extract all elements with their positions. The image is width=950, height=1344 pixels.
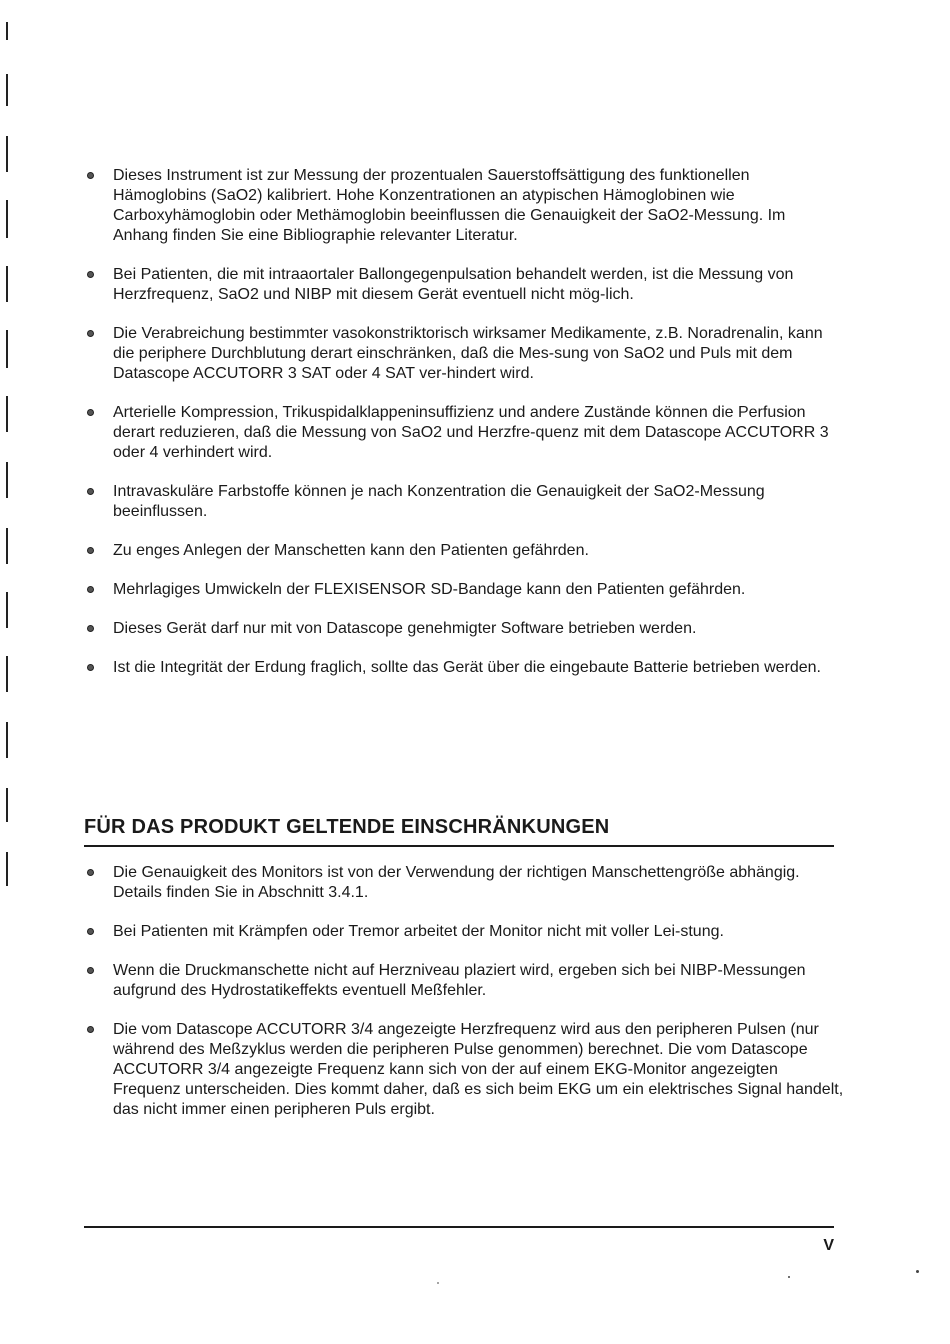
binding-mark [6, 722, 8, 758]
binding-mark [6, 528, 8, 564]
bullet-icon [87, 330, 94, 337]
list-item [84, 403, 844, 463]
list-item-text: Dieses Instrument ist zur Messung der prozentualen Sauerstoffsättigung des funktionellen Hämoglobins (SaO2) kalibriert. Hohe Konzentrationen an atypischen Hämoglobinen wie Carboxyhämoglobin oder Methämoglobin beeinflussen die Genauigkeit der SaO2-Messung. Im Anhang finden Sie eine Bibliographie relevanter Literatur. [113, 167, 786, 244]
binding-mark [6, 74, 8, 106]
list-item [84, 922, 844, 942]
binding-mark [6, 852, 8, 886]
binding-mark [6, 656, 8, 692]
bullet-icon [87, 664, 94, 671]
bullet-icon [87, 172, 94, 179]
list-item-text: Bei Patienten, die mit intraaortaler Ballongegenpulsation behandelt werden, ist die Messung von Herzfrequenz, SaO2 und NIBP mit diesem Gerät eventuell nicht mög-lich. [113, 266, 794, 303]
binding-mark [6, 266, 8, 302]
page-number: V [823, 1237, 834, 1254]
list-item-text: Intravaskuläre Farbstoffe können je nach Konzentration die Genauigkeit der SaO2-Messung beeinflussen. [113, 483, 765, 520]
binding-mark [6, 22, 8, 40]
list-item [84, 265, 844, 305]
binding-mark [6, 200, 8, 238]
list-item [84, 324, 844, 384]
binding-mark [6, 330, 8, 368]
list-item [84, 961, 844, 1001]
bullet-icon [87, 488, 94, 495]
binding-mark [6, 462, 8, 498]
restrictions-list [84, 863, 844, 1139]
bullet-icon [87, 869, 94, 876]
bullet-icon [87, 547, 94, 554]
list-item-text: Die Genauigkeit des Monitors ist von der Verwendung der richtigen Manschettengröße abhängig. Details finden Sie in Abschnitt 3.4.1. [113, 864, 800, 901]
list-item [84, 580, 844, 600]
list-item-text: Mehrlagiges Umwickeln der FLEXISENSOR SD-Bandage kann den Patienten gefährden. [113, 581, 746, 598]
binding-mark [6, 136, 8, 172]
scan-speck [788, 1276, 790, 1278]
list-item [84, 166, 844, 246]
section-heading: FÜR DAS PRODUKT GELTENDE EINSCHRÄNKUNGEN [84, 816, 834, 847]
bullet-icon [87, 625, 94, 632]
bullet-icon [87, 928, 94, 935]
list-item-text: Wenn die Druckmanschette nicht auf Herzniveau plaziert wird, ergeben sich bei NIBP-Messungen aufgrund des Hydrostatikeffekts eventuell Meßfehler. [113, 962, 806, 999]
bullet-icon [87, 271, 94, 278]
binding-mark [6, 396, 8, 432]
binding-mark [6, 592, 8, 628]
scan-speck [916, 1270, 919, 1273]
list-item [84, 658, 844, 678]
list-item-text: Bei Patienten mit Krämpfen oder Tremor arbeitet der Monitor nicht mit voller Lei-stung. [113, 923, 724, 940]
binding-mark [6, 788, 8, 822]
list-item [84, 863, 844, 903]
list-item [84, 1020, 844, 1120]
list-item-text: Die Verabreichung bestimmter vasokonstriktorisch wirksamer Medikamente, z.B. Noradrenalin, kann die periphere Durchblutung derart einschränken, daß die Mes-sung von SaO2 und Puls mit dem Datascope ACCUTORR 3 SAT oder 4 SAT ver-hindert wird. [113, 325, 823, 382]
list-item-text: Dieses Gerät darf nur mit von Datascope genehmigter Software betrieben werden. [113, 620, 697, 637]
list-item-text: Ist die Integrität der Erdung fraglich, sollte das Gerät über die eingebaute Batterie betrieben werden. [113, 659, 821, 676]
bullet-icon [87, 967, 94, 974]
bullet-icon [87, 1026, 94, 1033]
bullet-icon [87, 586, 94, 593]
list-item-text: Zu enges Anlegen der Manschetten kann den Patienten gefährden. [113, 542, 589, 559]
footer-rule [84, 1226, 834, 1228]
list-item [84, 619, 844, 639]
list-item-text: Die vom Datascope ACCUTORR 3/4 angezeigte Herzfrequenz wird aus den peripheren Pulsen (nur während des Meßzyklus werden die peripheren Pulse genommen) berechnet. Die vom Datascope ACCUTORR 3/4 angezeigte Frequenz kann sich von der auf einem EKG-Monitor angezeigten Frequenz unterscheiden. Dies kommt daher, daß es sich beim EKG um ein elektrisches Signal handelt, das nicht immer einen peripheren Puls ergibt. [113, 1021, 844, 1118]
bullet-icon [87, 409, 94, 416]
scan-speck [437, 1282, 439, 1284]
list-item [84, 482, 844, 522]
list-item-text: Arterielle Kompression, Trikuspidalklappeninsuffizienz und andere Zustände können die Perfusion derart reduzieren, daß die Messung von SaO2 und Herzfre-quenz mit dem Datascope ACCUTORR 3 oder 4 verhindert wird. [113, 404, 829, 461]
list-item [84, 541, 844, 561]
warnings-list [84, 166, 844, 697]
